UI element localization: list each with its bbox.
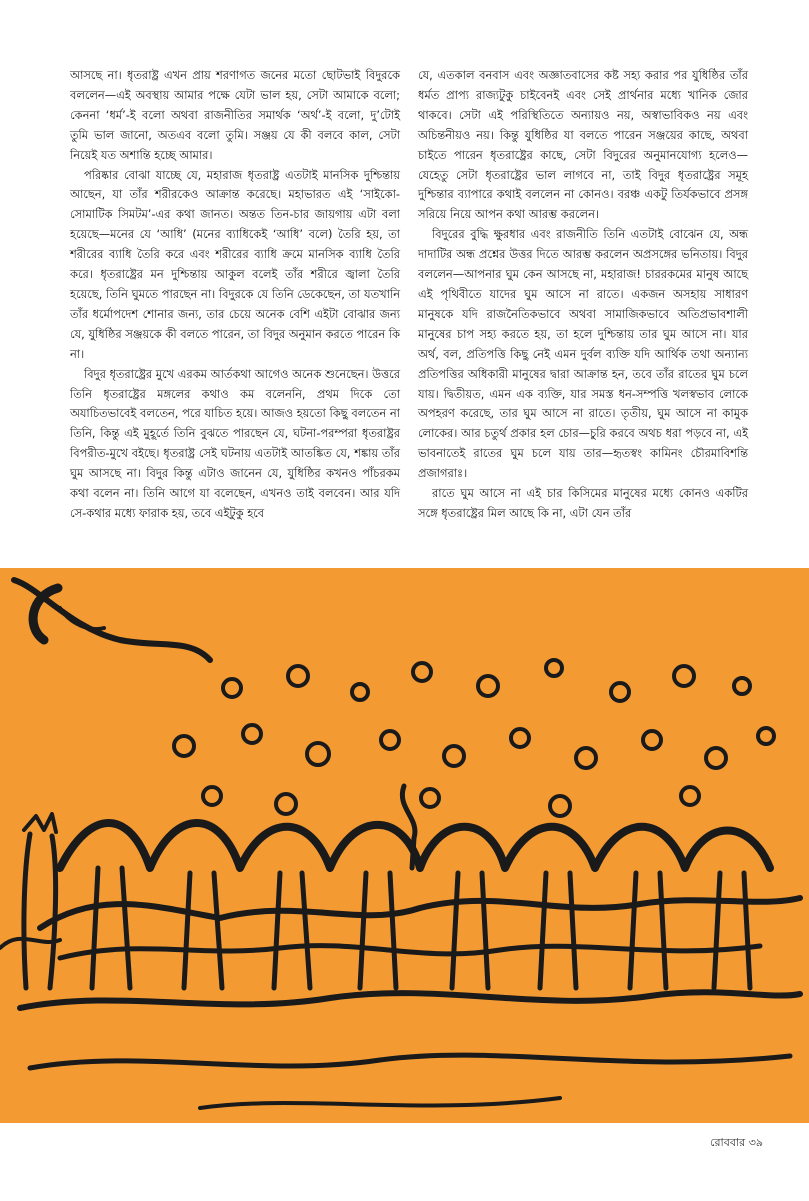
left-text-column [70, 66, 400, 524]
paragraph: বিদুর ধৃতরাষ্ট্রের মুখে এরকম আর্তকথা আগেও অনেক শুনেছেন। উত্তরে তিনি ধৃতরাষ্ট্রের মঙ্গলের কথাও কম বলেননি, প্রথম দিকে তো অযাচিতভাবেই বলতেন, পরে যাচিত হয়ে। আজও হয়তো কিছু বলতেন না তিনি, কিন্তু এই মুহূর্তে তিনি বুঝতে পারছেন যে, ঘটনা-পরম্পরা ধৃতরাষ্ট্রর বিপরীত-মুখে বইছে। ধৃতরাষ্ট্র সেই ঘটনায় এতটাই আতঙ্কিত যে, শঙ্কায় তাঁর ঘুম আসছে না। বিদুর কিন্তু এটাও জানেন যে, যুধিষ্ঠির কখনও পাঁচরকম কথা বলেন না। তিনি আগে যা বলেছেন, এখনও তাই বলবেন। আর যদি সে-কথার মধ্যে ফারাক হয়, তবে এইটুকু হবে [70, 366, 400, 520]
right-text-column [418, 66, 748, 524]
paragraph: বিদুরের বুদ্ধি ক্ষুরধার এবং রাজনীতি তিনি এতটাই বোঝেন যে, অন্ধ দাদাটির অন্ধ প্রশ্নের উত্তর দিতে আরম্ভ করলেন অপ্রসঙ্গের ভনিতায়। বিদুর বললেন—আপনার ঘুম কেন আসছে না, মহারাজ! চাররকমের মানুষ আছে এই পৃথিবীতে যাদের ঘুম আসে না রাতে। একজন অসহায় সাধারণ মানুষকে যদি রাজনৈতিকভাবে অথবা সামাজিকভাবে অতিপ্রভাবশালী মানুষের চাপ সহ্য করতে হয়, তা হলে দুশ্চিন্তায় তার ঘুম আসে না। যার অর্থ, বল, প্রতিপত্তি কিছু নেই এমন দুর্বল ব্যক্তি যদি আর্থিক তথা অন্যান্য প্রতিপত্তির অধিকারী মানুষের দ্বারা আক্রান্ত হন, তবে তাঁর রাতের ঘুম চলে যায়। দ্বিতীয়ত, এমন এক ব্যক্তি, যার সমস্ত ধন-সম্পত্তি খলস্বভাব লোকে অপহরণ করেছে, তার ঘুম আসে না রাতে। তৃতীয়, ঘুম আসে না কামুক লোকের। আর চতুর্থ প্রকার হল চোর—চুরি করবে অথচ ধরা পড়বে না, এই ভাবনাতেই রাতের ঘুম চলে যায় তার—হৃতস্বং কামিনং চৌরমাবিশন্তি প্রজাগরাঃ। [418, 227, 748, 481]
paragraph: আসছে না। ধৃতরাষ্ট্র এখন প্রায় শরণাগত জনের মতো ছোটভাই বিদুরকে বললেন—এই অবস্থায় আমার পক্ষে যেটা ভাল হয়, সেটা আমাকে বলো; কেননা ‘ধর্ম’-ই বলো অথবা রাজনীতির সমার্থক ‘অর্থ’-ই বলো, দু’টোই তুমি ভাল জানো, অতএব বলো তুমি। সঞ্জয় যে কী বলবে কাল, সেটা নিয়েই যত অশান্তি হচ্ছে আমার। [70, 68, 400, 162]
paragraph: পরিষ্কার বোঝা যাচ্ছে যে, মহারাজ ধৃতরাষ্ট্র এতটাই মানসিক দুশ্চিন্তায় আছেন, যা তাঁর শরীরকেও আক্রান্ত করেছে। মহাভারত এই ‘সাইকো-সোমাটিক সিমটম’-এর কথা জানত। অন্তত তিন-চার জায়গায় এটা বলা হয়েছে—মনের যে ‘আধি’ (মনের ব্যাধিকেই ‘আধি’ বলে) তৈরি হয়, তা শরীরের ব্যাধি তৈরি করে এবং শরীরের ব্যাধি ক্রমে মানসিক ব্যাধি তৈরি করে। ধৃতরাষ্ট্রের মন দুশ্চিন্তায় আকুল বলেই তাঁর শরীরে জ্বালা তৈরি হয়েছে, তিনি ঘুমতে পারছেন না। বিদুরকে যে তিনি ডেকেছেন, তা যতখানি তাঁর ধর্মোপদেশ শোনার জন্য, তার চেয়ে অনেক বেশি এইটা বোঝার জন্য যে, যুধিষ্ঠির সঞ্জয়কে কী বলতে পারেন, তা বিদুর অনুমান করতে পারেন কি না। [70, 167, 400, 361]
page-footer: রোববার ৩৯ [710, 1136, 763, 1149]
forest-illustration [0, 568, 809, 1123]
paragraph: রাতে ঘুম আসে না এই চার কিসিমের মানুষের মধ্যে কোনও একটির সঙ্গে ধৃতরাষ্ট্রের মিল আছে কি না, এটা যেন তাঁর [418, 486, 748, 520]
paragraph: যে, এতকাল বনবাস এবং অজ্ঞাতবাসের কষ্ট সহ্য করার পর যুধিষ্ঠির তাঁর ধর্মত প্রাপ্য রাজ্যটুকু চাইবেনই এবং সেই প্রার্থনার মধ্যে খানিক জোর থাকবে। সেটা এই পরিস্থিতিতে অন্যায়ও নয়, অস্বাভাবিকও নয় এবং অচিন্তনীয়ও নয়। কিন্তু যুধিষ্ঠির যা বলতে পারেন সঞ্জয়ের কাছে, অথবা চাইতে পারেন ধৃতরাষ্ট্রের কাছে, সেটা বিদুরের অনুমানযোগ্য হলেও—যেহেতু সেটা ধৃতরাষ্ট্রের ভাল লাগবে না, তাই বিদুর ধৃতরাষ্ট্রের সমূহ দুশ্চিন্তার ব্যাপারে কথাই বললেন না কোনও। বরঞ্চ একটু তির্যকভাবে প্রসঙ্গ সরিয়ে নিয়ে আপন কথা আরম্ভ করলেন। [418, 68, 748, 222]
